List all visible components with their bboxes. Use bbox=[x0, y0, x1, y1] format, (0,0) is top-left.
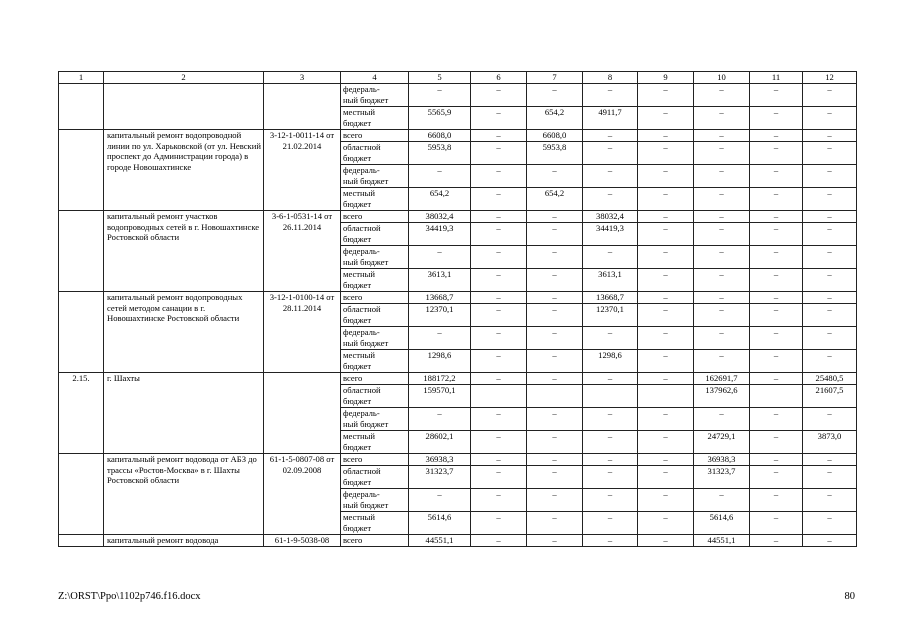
value-cell: 188172,2 bbox=[409, 373, 471, 385]
value-cell: – bbox=[638, 466, 694, 489]
value-cell: 159570,1 bbox=[409, 385, 471, 408]
value-cell: 1298,6 bbox=[409, 350, 471, 373]
item-name: капитальный ремонт водопроводной линии по ул. Харьковской (от ул. Невский проспект до Администрации города) в городе Новошахтинске bbox=[104, 130, 264, 211]
value-cell: – bbox=[803, 107, 857, 130]
value-cell: – bbox=[694, 84, 750, 107]
budget-table bbox=[58, 71, 857, 547]
value-cell: 137962,6 bbox=[694, 385, 750, 408]
item-number bbox=[59, 84, 104, 130]
value-cell: – bbox=[527, 454, 583, 466]
value-cell: – bbox=[694, 211, 750, 223]
item-name bbox=[104, 84, 264, 130]
value-cell: – bbox=[803, 223, 857, 246]
value-cell: – bbox=[527, 84, 583, 107]
value-cell: – bbox=[694, 142, 750, 165]
value-cell: – bbox=[583, 512, 638, 535]
value-cell: – bbox=[750, 84, 803, 107]
value-cell: – bbox=[638, 142, 694, 165]
value-cell: 162691,7 bbox=[694, 373, 750, 385]
value-cell bbox=[583, 385, 638, 408]
value-cell: – bbox=[694, 489, 750, 512]
value-cell: – bbox=[803, 188, 857, 211]
value-cell: – bbox=[527, 165, 583, 188]
value-cell: 38032,4 bbox=[583, 211, 638, 223]
value-cell: – bbox=[803, 454, 857, 466]
table-row bbox=[59, 535, 857, 547]
value-cell bbox=[638, 385, 694, 408]
value-cell: 28602,1 bbox=[409, 431, 471, 454]
value-cell: – bbox=[803, 535, 857, 547]
budget-source: всего bbox=[341, 211, 409, 223]
value-cell: – bbox=[471, 454, 527, 466]
value-cell: – bbox=[803, 142, 857, 165]
value-cell: – bbox=[471, 350, 527, 373]
value-cell: – bbox=[803, 408, 857, 431]
value-cell: – bbox=[750, 512, 803, 535]
value-cell: 6608,0 bbox=[527, 130, 583, 142]
value-cell: – bbox=[471, 466, 527, 489]
value-cell: – bbox=[471, 292, 527, 304]
budget-source: местный бюджет bbox=[341, 350, 409, 373]
value-cell: – bbox=[583, 535, 638, 547]
value-cell: – bbox=[750, 408, 803, 431]
value-cell: 5953,8 bbox=[527, 142, 583, 165]
value-cell: – bbox=[694, 408, 750, 431]
value-cell: 36938,3 bbox=[694, 454, 750, 466]
budget-source: всего bbox=[341, 292, 409, 304]
budget-source: всего bbox=[341, 373, 409, 385]
value-cell: – bbox=[638, 489, 694, 512]
value-cell: – bbox=[527, 535, 583, 547]
value-cell: – bbox=[409, 489, 471, 512]
table-row bbox=[59, 292, 857, 304]
value-cell: – bbox=[471, 269, 527, 292]
budget-source: местный бюджет bbox=[341, 431, 409, 454]
value-cell: 5953,8 bbox=[409, 142, 471, 165]
col-header: 10 bbox=[694, 72, 750, 84]
value-cell: – bbox=[638, 304, 694, 327]
value-cell: – bbox=[694, 223, 750, 246]
value-cell: – bbox=[803, 84, 857, 107]
value-cell: – bbox=[471, 512, 527, 535]
value-cell: – bbox=[409, 246, 471, 269]
value-cell: – bbox=[694, 130, 750, 142]
value-cell: – bbox=[750, 292, 803, 304]
value-cell: – bbox=[471, 489, 527, 512]
value-cell bbox=[471, 385, 527, 408]
value-cell: 1298,6 bbox=[583, 350, 638, 373]
value-cell: – bbox=[803, 165, 857, 188]
value-cell: – bbox=[803, 211, 857, 223]
item-name: г. Шахты bbox=[104, 373, 264, 454]
value-cell: – bbox=[750, 304, 803, 327]
value-cell: – bbox=[803, 466, 857, 489]
budget-source: областной бюджет bbox=[341, 223, 409, 246]
value-cell: – bbox=[471, 84, 527, 107]
value-cell: – bbox=[471, 130, 527, 142]
value-cell: 6608,0 bbox=[409, 130, 471, 142]
value-cell: 44551,1 bbox=[409, 535, 471, 547]
value-cell: – bbox=[527, 431, 583, 454]
table-row bbox=[59, 84, 857, 107]
value-cell: – bbox=[803, 130, 857, 142]
value-cell: – bbox=[471, 107, 527, 130]
value-cell: – bbox=[471, 535, 527, 547]
value-cell: – bbox=[638, 292, 694, 304]
item-number: 2.15. bbox=[59, 373, 104, 454]
value-cell: – bbox=[471, 431, 527, 454]
item-code: 3-12-1-0011-14 от 21.02.2014 bbox=[264, 130, 341, 211]
value-cell: – bbox=[694, 107, 750, 130]
item-number bbox=[59, 454, 104, 535]
budget-source: областной бюджет bbox=[341, 304, 409, 327]
value-cell: – bbox=[694, 350, 750, 373]
value-cell: – bbox=[750, 211, 803, 223]
value-cell: – bbox=[583, 373, 638, 385]
value-cell: 12370,1 bbox=[583, 304, 638, 327]
value-cell: – bbox=[750, 142, 803, 165]
budget-source: местный бюджет bbox=[341, 188, 409, 211]
item-name: капитальный ремонт водовода от АБЗ до трассы «Ростов-Москва» в г. Шахты Ростовской области bbox=[104, 454, 264, 535]
value-cell: – bbox=[750, 454, 803, 466]
value-cell: 12370,1 bbox=[409, 304, 471, 327]
value-cell: – bbox=[694, 304, 750, 327]
value-cell: 24729,1 bbox=[694, 431, 750, 454]
col-header: 12 bbox=[803, 72, 857, 84]
value-cell: – bbox=[638, 408, 694, 431]
col-header: 1 bbox=[59, 72, 104, 84]
table-row bbox=[59, 373, 857, 385]
budget-source: областной бюджет bbox=[341, 385, 409, 408]
value-cell: – bbox=[583, 188, 638, 211]
value-cell: – bbox=[583, 431, 638, 454]
value-cell: – bbox=[527, 489, 583, 512]
value-cell: – bbox=[750, 431, 803, 454]
value-cell: – bbox=[803, 304, 857, 327]
value-cell: – bbox=[803, 350, 857, 373]
value-cell: – bbox=[527, 246, 583, 269]
value-cell: – bbox=[638, 454, 694, 466]
value-cell: – bbox=[583, 84, 638, 107]
value-cell: – bbox=[527, 327, 583, 350]
value-cell: – bbox=[750, 107, 803, 130]
value-cell: – bbox=[527, 466, 583, 489]
item-number bbox=[59, 130, 104, 211]
budget-source: федераль- ный бюджет bbox=[341, 327, 409, 350]
value-cell: – bbox=[638, 165, 694, 188]
value-cell: 34419,3 bbox=[409, 223, 471, 246]
value-cell: – bbox=[471, 211, 527, 223]
value-cell: – bbox=[471, 142, 527, 165]
col-header: 4 bbox=[341, 72, 409, 84]
budget-source: федераль- ный бюджет bbox=[341, 84, 409, 107]
value-cell: 5614,6 bbox=[409, 512, 471, 535]
col-header: 6 bbox=[471, 72, 527, 84]
value-cell: – bbox=[694, 188, 750, 211]
value-cell bbox=[750, 385, 803, 408]
footer-file-path: Z:\ORST\Ppo\1102p746.f16.docx bbox=[58, 591, 201, 602]
value-cell: – bbox=[409, 327, 471, 350]
value-cell: – bbox=[803, 327, 857, 350]
value-cell: 654,2 bbox=[527, 188, 583, 211]
value-cell: – bbox=[750, 327, 803, 350]
col-header: 7 bbox=[527, 72, 583, 84]
value-cell: – bbox=[583, 489, 638, 512]
value-cell: – bbox=[750, 165, 803, 188]
item-name: капитальный ремонт участков водопроводных сетей в г. Новошахтинске Ростовской области bbox=[104, 211, 264, 292]
item-code: 3-6-1-0531-14 от 26.11.2014 bbox=[264, 211, 341, 292]
item-code: 3-12-1-0100-14 от 28.11.2014 bbox=[264, 292, 341, 373]
value-cell: – bbox=[638, 350, 694, 373]
value-cell: – bbox=[638, 211, 694, 223]
value-cell: – bbox=[471, 327, 527, 350]
value-cell: – bbox=[471, 373, 527, 385]
value-cell: – bbox=[638, 246, 694, 269]
value-cell: – bbox=[583, 408, 638, 431]
value-cell: 25480,5 bbox=[803, 373, 857, 385]
value-cell: – bbox=[750, 350, 803, 373]
col-header: 9 bbox=[638, 72, 694, 84]
value-cell: – bbox=[694, 246, 750, 269]
value-cell: 5614,6 bbox=[694, 512, 750, 535]
value-cell: 36938,3 bbox=[409, 454, 471, 466]
value-cell: 13668,7 bbox=[583, 292, 638, 304]
value-cell: – bbox=[527, 223, 583, 246]
value-cell: 654,2 bbox=[527, 107, 583, 130]
value-cell: – bbox=[638, 327, 694, 350]
value-cell: – bbox=[638, 84, 694, 107]
value-cell: – bbox=[527, 512, 583, 535]
item-name: капитальный ремонт водовода bbox=[104, 535, 264, 547]
value-cell: – bbox=[694, 292, 750, 304]
value-cell: 4911,7 bbox=[583, 107, 638, 130]
value-cell: – bbox=[803, 246, 857, 269]
item-number bbox=[59, 535, 104, 547]
value-cell: – bbox=[694, 165, 750, 188]
value-cell: – bbox=[583, 165, 638, 188]
value-cell: – bbox=[803, 292, 857, 304]
value-cell: – bbox=[750, 269, 803, 292]
budget-source: местный бюджет bbox=[341, 269, 409, 292]
value-cell: – bbox=[638, 223, 694, 246]
budget-source: местный бюджет bbox=[341, 512, 409, 535]
value-cell: 38032,4 bbox=[409, 211, 471, 223]
budget-source: всего bbox=[341, 454, 409, 466]
value-cell: – bbox=[638, 188, 694, 211]
value-cell: – bbox=[471, 408, 527, 431]
value-cell: – bbox=[750, 489, 803, 512]
value-cell: – bbox=[750, 130, 803, 142]
value-cell: – bbox=[583, 466, 638, 489]
table-row bbox=[59, 211, 857, 223]
value-cell: – bbox=[750, 223, 803, 246]
budget-source: областной бюджет bbox=[341, 466, 409, 489]
value-cell: – bbox=[527, 408, 583, 431]
budget-source: федераль- ный бюджет bbox=[341, 489, 409, 512]
value-cell: – bbox=[638, 512, 694, 535]
item-code bbox=[264, 373, 341, 454]
value-cell: – bbox=[638, 107, 694, 130]
col-header: 2 bbox=[104, 72, 264, 84]
value-cell: – bbox=[409, 84, 471, 107]
value-cell: – bbox=[583, 130, 638, 142]
value-cell: – bbox=[527, 373, 583, 385]
value-cell: – bbox=[527, 350, 583, 373]
value-cell: – bbox=[750, 535, 803, 547]
budget-source: федераль- ный бюджет bbox=[341, 246, 409, 269]
table-header-row bbox=[59, 72, 857, 84]
value-cell: 3873,0 bbox=[803, 431, 857, 454]
value-cell: – bbox=[471, 165, 527, 188]
col-header: 8 bbox=[583, 72, 638, 84]
budget-source: федераль- ный бюджет bbox=[341, 165, 409, 188]
value-cell: – bbox=[750, 373, 803, 385]
value-cell: – bbox=[638, 130, 694, 142]
table-row bbox=[59, 454, 857, 466]
value-cell: – bbox=[471, 223, 527, 246]
value-cell: – bbox=[527, 292, 583, 304]
value-cell: – bbox=[803, 269, 857, 292]
value-cell: – bbox=[583, 454, 638, 466]
value-cell: – bbox=[471, 304, 527, 327]
col-header: 3 bbox=[264, 72, 341, 84]
value-cell: – bbox=[409, 165, 471, 188]
value-cell: – bbox=[694, 327, 750, 350]
budget-source: федераль- ный бюджет bbox=[341, 408, 409, 431]
value-cell: 21607,5 bbox=[803, 385, 857, 408]
value-cell: – bbox=[471, 188, 527, 211]
value-cell: – bbox=[803, 489, 857, 512]
value-cell: – bbox=[750, 188, 803, 211]
item-number bbox=[59, 292, 104, 373]
table-body bbox=[59, 84, 857, 547]
item-number bbox=[59, 211, 104, 292]
value-cell: – bbox=[583, 246, 638, 269]
value-cell: 5565,9 bbox=[409, 107, 471, 130]
value-cell: – bbox=[527, 304, 583, 327]
value-cell: – bbox=[638, 535, 694, 547]
value-cell: – bbox=[750, 466, 803, 489]
budget-source: всего bbox=[341, 535, 409, 547]
value-cell bbox=[527, 385, 583, 408]
value-cell: – bbox=[694, 269, 750, 292]
value-cell: – bbox=[638, 373, 694, 385]
budget-source: всего bbox=[341, 130, 409, 142]
item-name: капитальный ремонт водопроводных сетей методом санации в г. Новошахтинске Ростовской области bbox=[104, 292, 264, 373]
value-cell: – bbox=[638, 431, 694, 454]
page-number: 80 bbox=[844, 591, 855, 602]
col-header: 11 bbox=[750, 72, 803, 84]
item-code: 61-1-5-0807-08 от 02.09.2008 bbox=[264, 454, 341, 535]
table-row bbox=[59, 130, 857, 142]
value-cell: 3613,1 bbox=[409, 269, 471, 292]
budget-source: местный бюджет bbox=[341, 107, 409, 130]
value-cell: 654,2 bbox=[409, 188, 471, 211]
col-header: 5 bbox=[409, 72, 471, 84]
value-cell: – bbox=[527, 211, 583, 223]
item-code bbox=[264, 84, 341, 130]
item-code: 61-1-9-5038-08 bbox=[264, 535, 341, 547]
value-cell: 44551,1 bbox=[694, 535, 750, 547]
value-cell: – bbox=[583, 327, 638, 350]
value-cell: – bbox=[409, 408, 471, 431]
value-cell: – bbox=[803, 512, 857, 535]
value-cell: 3613,1 bbox=[583, 269, 638, 292]
value-cell: – bbox=[583, 142, 638, 165]
budget-source: областной бюджет bbox=[341, 142, 409, 165]
value-cell: 31323,7 bbox=[694, 466, 750, 489]
value-cell: – bbox=[750, 246, 803, 269]
value-cell: 34419,3 bbox=[583, 223, 638, 246]
value-cell: 31323,7 bbox=[409, 466, 471, 489]
value-cell: 13668,7 bbox=[409, 292, 471, 304]
value-cell: – bbox=[471, 246, 527, 269]
value-cell: – bbox=[638, 269, 694, 292]
value-cell: – bbox=[527, 269, 583, 292]
